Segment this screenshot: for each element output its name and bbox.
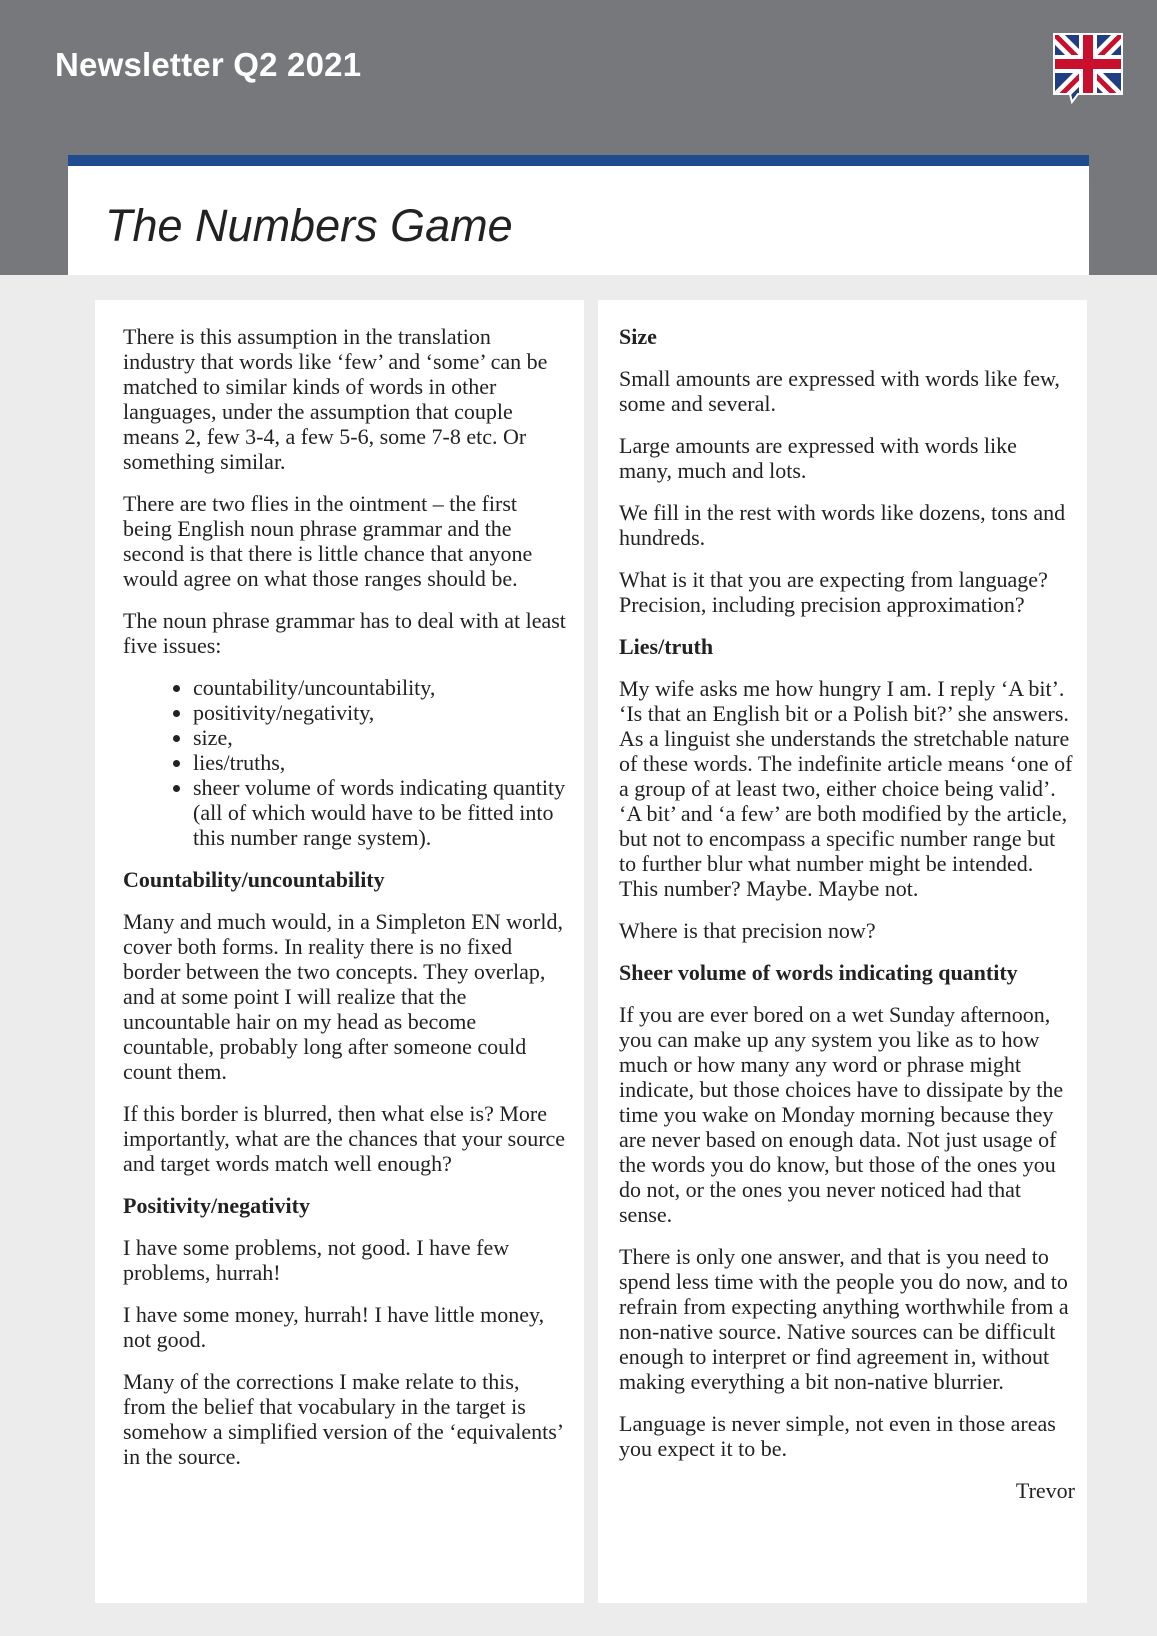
size-paragraph-1: Small amounts are expressed with words like few, some and several. [619, 366, 1060, 416]
size-heading: Size [619, 324, 657, 349]
newsletter-title: Newsletter Q2 2021 [55, 46, 362, 83]
intro-paragraph-2: There are two flies in the ointment – the first being English noun phrase grammar and the second is that there is little chance that anyone would agree on what those ranges should be. [123, 491, 533, 591]
list-item: • sheer volume of words indicating quantity (all of which would have to be fitted into this number range system). [193, 775, 566, 850]
positivity-paragraph-2: I have some money, hurrah! I have little money, not good. [123, 1302, 545, 1352]
lies-heading: Lies/truth [619, 634, 714, 659]
positivity-paragraph-1: I have some problems, not good. I have few problems, hurrah! [123, 1235, 510, 1285]
lies-paragraph-2: Where is that precision now? [619, 918, 876, 943]
list-item: • size, [193, 725, 566, 750]
issues-list [123, 675, 566, 850]
volume-paragraph-3: Language is never simple, not even in those areas you expect it to be. [619, 1411, 1056, 1461]
volume-heading: Sheer volume of words indicating quantity [619, 960, 1018, 985]
size-paragraph-3: We fill in the rest with words like dozens, tons and hundreds. [619, 500, 1066, 550]
list-item: • positivity/negativity, [193, 700, 566, 725]
left-column [95, 300, 584, 1603]
right-column [598, 300, 1087, 1603]
countability-paragraph-2: If this border is blurred, then what else is? More importantly, what are the chances that your source and target words match well enough? [123, 1101, 566, 1176]
size-paragraph-4: What is it that you are expecting from language? Precision, including precision approximation? [619, 567, 1048, 617]
list-item: • lies/truths, [193, 750, 566, 775]
intro-paragraph-1: There is this assumption in the translation industry that words like ‘few’ and ‘some’ can be matched to similar kinds of words in other languages, under the assumption that couple means 2, few 3-4, a few 5-6, some 7-8 etc. Or something similar. [123, 324, 548, 474]
countability-paragraph-1: Many and much would, in a Simpleton EN world, cover both forms. In reality there is no fixed border between the two concepts. They overlap, and at some point I will realize that the uncountable hair on my head as become countable, probably long after someone could count them. [123, 909, 563, 1084]
article-title: The Numbers Game [105, 200, 513, 251]
uk-flag-icon [1052, 32, 1124, 104]
volume-paragraph-2: There is only one answer, and that is you need to spend less time with the people you do now, and to refrain from expecting anything worthwhile from a non-native source. Native sources can be difficult enough to interpret or find agreement in, without making everything a bit non-native blurrier. [619, 1244, 1069, 1394]
lies-paragraph-1: My wife asks me how hungry I am. I reply ‘A bit’. ‘Is that an English bit or a Polish bit?’ she answers. As a linguist she understands the stretchable nature of these words. The indefinite article means ‘one of a group of at least two, either choice being valid’. ‘A bit’ and ‘a few’ are both modified by the article, but not to encompass a specific number range but to further blur what number might be intended. This number? Maybe. Maybe not. [619, 676, 1073, 901]
positivity-paragraph-3: Many of the corrections I make relate to this, from the belief that vocabulary in the target is somehow a simplified version of the ‘equivalents’ in the source. [123, 1369, 563, 1469]
positivity-heading: Positivity/negativity [123, 1193, 310, 1218]
author-signature: Trevor [1015, 1478, 1075, 1503]
intro-paragraph-3: The noun phrase grammar has to deal with at least five issues: [123, 608, 566, 658]
size-paragraph-2: Large amounts are expressed with words like many, much and lots. [619, 433, 1017, 483]
volume-paragraph-1: If you are ever bored on a wet Sunday afternoon, you can make up any system you like as to how much or how many any word or phrase might indicate, but those choices have to dissipate by the time you wake on Monday morning because they are never based on enough data. Not just usage of the words you do know, but those of the ones you do not, or the ones you never noticed had that sense. [619, 1002, 1064, 1227]
article-title-card [68, 155, 1089, 275]
countability-heading: Countability/uncountability [123, 867, 385, 892]
list-item: • countability/uncountability, [193, 675, 566, 700]
